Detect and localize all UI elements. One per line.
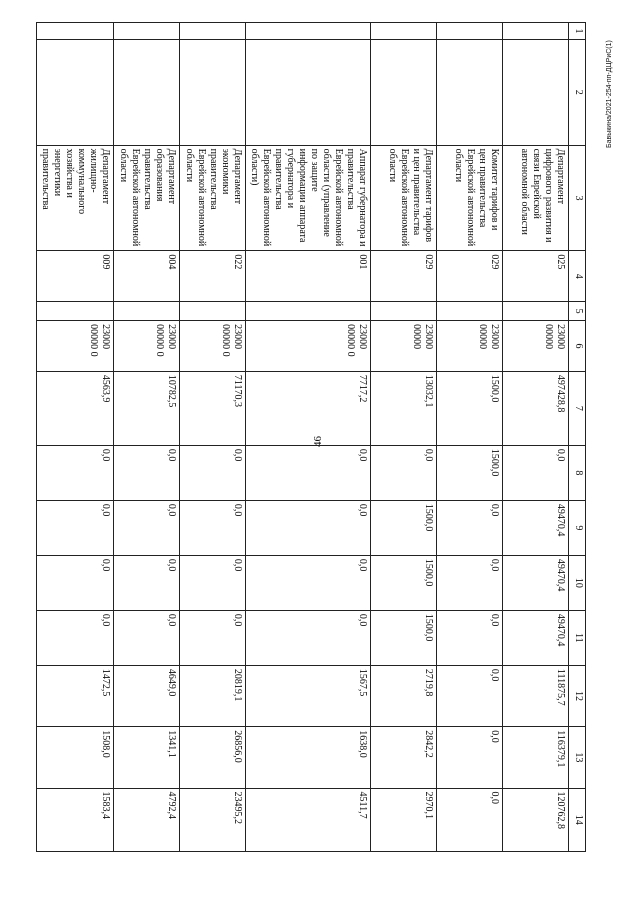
table-cell: 0,0 [180,555,246,610]
table-cell: 2719,8 [371,665,437,726]
table-row [437,23,503,852]
table-cell [437,23,503,40]
table-cell [246,302,371,321]
table-cell [180,39,246,145]
table-cell: 029 [437,251,503,302]
table-cell: 0,0 [37,555,114,610]
table-cell: 1638,0 [246,727,371,788]
table-cell: 23495,2 [180,788,246,851]
column-header: 7 [569,371,586,445]
table-cell: Департамент жилищно-коммунального хозяйства и энергетики правительства [37,145,114,251]
table-cell: 1583,4 [37,788,114,851]
table-cell: 1500,0 [437,445,503,500]
table-cell: 025 [503,251,569,302]
table-cell [437,39,503,145]
table-row [37,23,114,852]
table-cell: 4649,0 [114,665,180,726]
table-cell [246,23,371,40]
table-cell: Департамент цифрового развития и связи Еврейской автономной области [503,145,569,251]
table-cell: 0,0 [180,610,246,665]
table-cell: 0,0 [114,610,180,665]
table-cell: 1500,0 [371,610,437,665]
table-cell: 1500,0 [371,500,437,555]
column-header: 12 [569,665,586,726]
table-row [371,23,437,852]
table-cell [180,302,246,321]
table-cell: 0,0 [437,610,503,665]
table-cell: 0,0 [246,555,371,610]
table-cell: 001 [246,251,371,302]
table-cell: 26856,0 [180,727,246,788]
table-cell: 49470,4 [503,610,569,665]
document-footer-code: Бавыкина/2021-254-пп-ДЦРиС(1) [606,40,613,148]
column-header: 1 [569,23,586,40]
budget-table-container [40,22,586,852]
table-cell: 497428,8 [503,371,569,445]
table-cell: 0,0 [437,788,503,851]
table-cell: 116379,1 [503,727,569,788]
column-header: 6 [569,321,586,372]
table-cell: 0,0 [246,610,371,665]
table-cell: Комитет тарифов и цен правительства Еврейской автономной области [437,145,503,251]
table-cell: 0,0 [114,500,180,555]
column-header: 2 [569,39,586,145]
table-cell: 0,0 [437,727,503,788]
table-cell: 0,0 [437,555,503,610]
table-cell: 7717,2 [246,371,371,445]
table-cell [37,302,114,321]
table-cell: 10782,5 [114,371,180,445]
table-cell: 4563,9 [37,371,114,445]
table-cell: 0,0 [114,445,180,500]
table-cell: 23000 00000 0 [180,321,246,372]
table-cell: 71170,3 [180,371,246,445]
table-cell [503,302,569,321]
table-cell: 23000 00000 0 [114,321,180,372]
table-cell: 004 [114,251,180,302]
table-cell: 23000 00000 [437,321,503,372]
table-cell: 1567,5 [246,665,371,726]
table-cell: 13032,1 [371,371,437,445]
table-cell [114,23,180,40]
table-cell: 009 [37,251,114,302]
table-cell: 1500,0 [437,371,503,445]
table-cell: 23000 00000 0 [37,321,114,372]
table-row [114,23,180,852]
table-cell: 120762,8 [503,788,569,851]
budget-table [36,22,586,852]
table-cell: 0,0 [180,500,246,555]
table-cell [503,39,569,145]
table-cell: 029 [371,251,437,302]
table-cell: 2842,2 [371,727,437,788]
table-cell: Департамент тарифов и цен правительства Еврейской автономной области [371,145,437,251]
table-cell: 23000 00000 [503,321,569,372]
table-cell: 4511,7 [246,788,371,851]
table-cell: 2970,1 [371,788,437,851]
table-cell: 1341,1 [114,727,180,788]
table-cell [37,39,114,145]
table-cell: 022 [180,251,246,302]
table-cell: Аппарат губернатора и правительства Еврейской автономной области (управление по защите информации аппарата губернатора и правительства Еврейской автономной области) [246,145,371,251]
table-cell: Департамент экономики правительства Еврейской автономной области [180,145,246,251]
column-header: 5 [569,302,586,321]
table-cell [371,302,437,321]
table-cell: 0,0 [37,610,114,665]
table-row [503,23,569,852]
table-cell: 0,0 [437,500,503,555]
table-cell: 4792,4 [114,788,180,851]
column-header: 10 [569,555,586,610]
table-cell [114,302,180,321]
table-cell: 0,0 [37,445,114,500]
table-cell: Департамент образования правительства Еврейской автономной области [114,145,180,251]
table-cell: 0,0 [246,445,371,500]
table-cell [246,39,371,145]
table-cell: 1508,0 [37,727,114,788]
table-row [246,23,371,852]
table-cell [437,302,503,321]
table-row [180,23,246,852]
table-cell: 111875,7 [503,665,569,726]
column-header: 4 [569,251,586,302]
table-cell [371,39,437,145]
table-cell: 23000 00000 [371,321,437,372]
table-cell: 0,0 [503,445,569,500]
table-cell: 23000 00000 0 [246,321,371,372]
table-cell: 0,0 [437,665,503,726]
table-cell: 49470,4 [503,555,569,610]
table-cell [371,23,437,40]
column-header: 3 [569,145,586,251]
table-cell: 0,0 [371,445,437,500]
table-cell: 1472,5 [37,665,114,726]
column-header: 14 [569,788,586,851]
table-cell [37,23,114,40]
table-cell [180,23,246,40]
column-header: 13 [569,727,586,788]
column-header: 9 [569,500,586,555]
column-header: 11 [569,610,586,665]
table-cell: 0,0 [37,500,114,555]
table-cell: 49470,4 [503,500,569,555]
table-cell: 0,0 [180,445,246,500]
table-header-row [569,23,586,852]
table-cell: 20819,1 [180,665,246,726]
table-cell [503,23,569,40]
table-cell: 0,0 [246,500,371,555]
column-header: 8 [569,445,586,500]
table-cell [114,39,180,145]
table-cell: 1500,0 [371,555,437,610]
table-cell: 0,0 [114,555,180,610]
page-number: 46 [312,436,324,447]
